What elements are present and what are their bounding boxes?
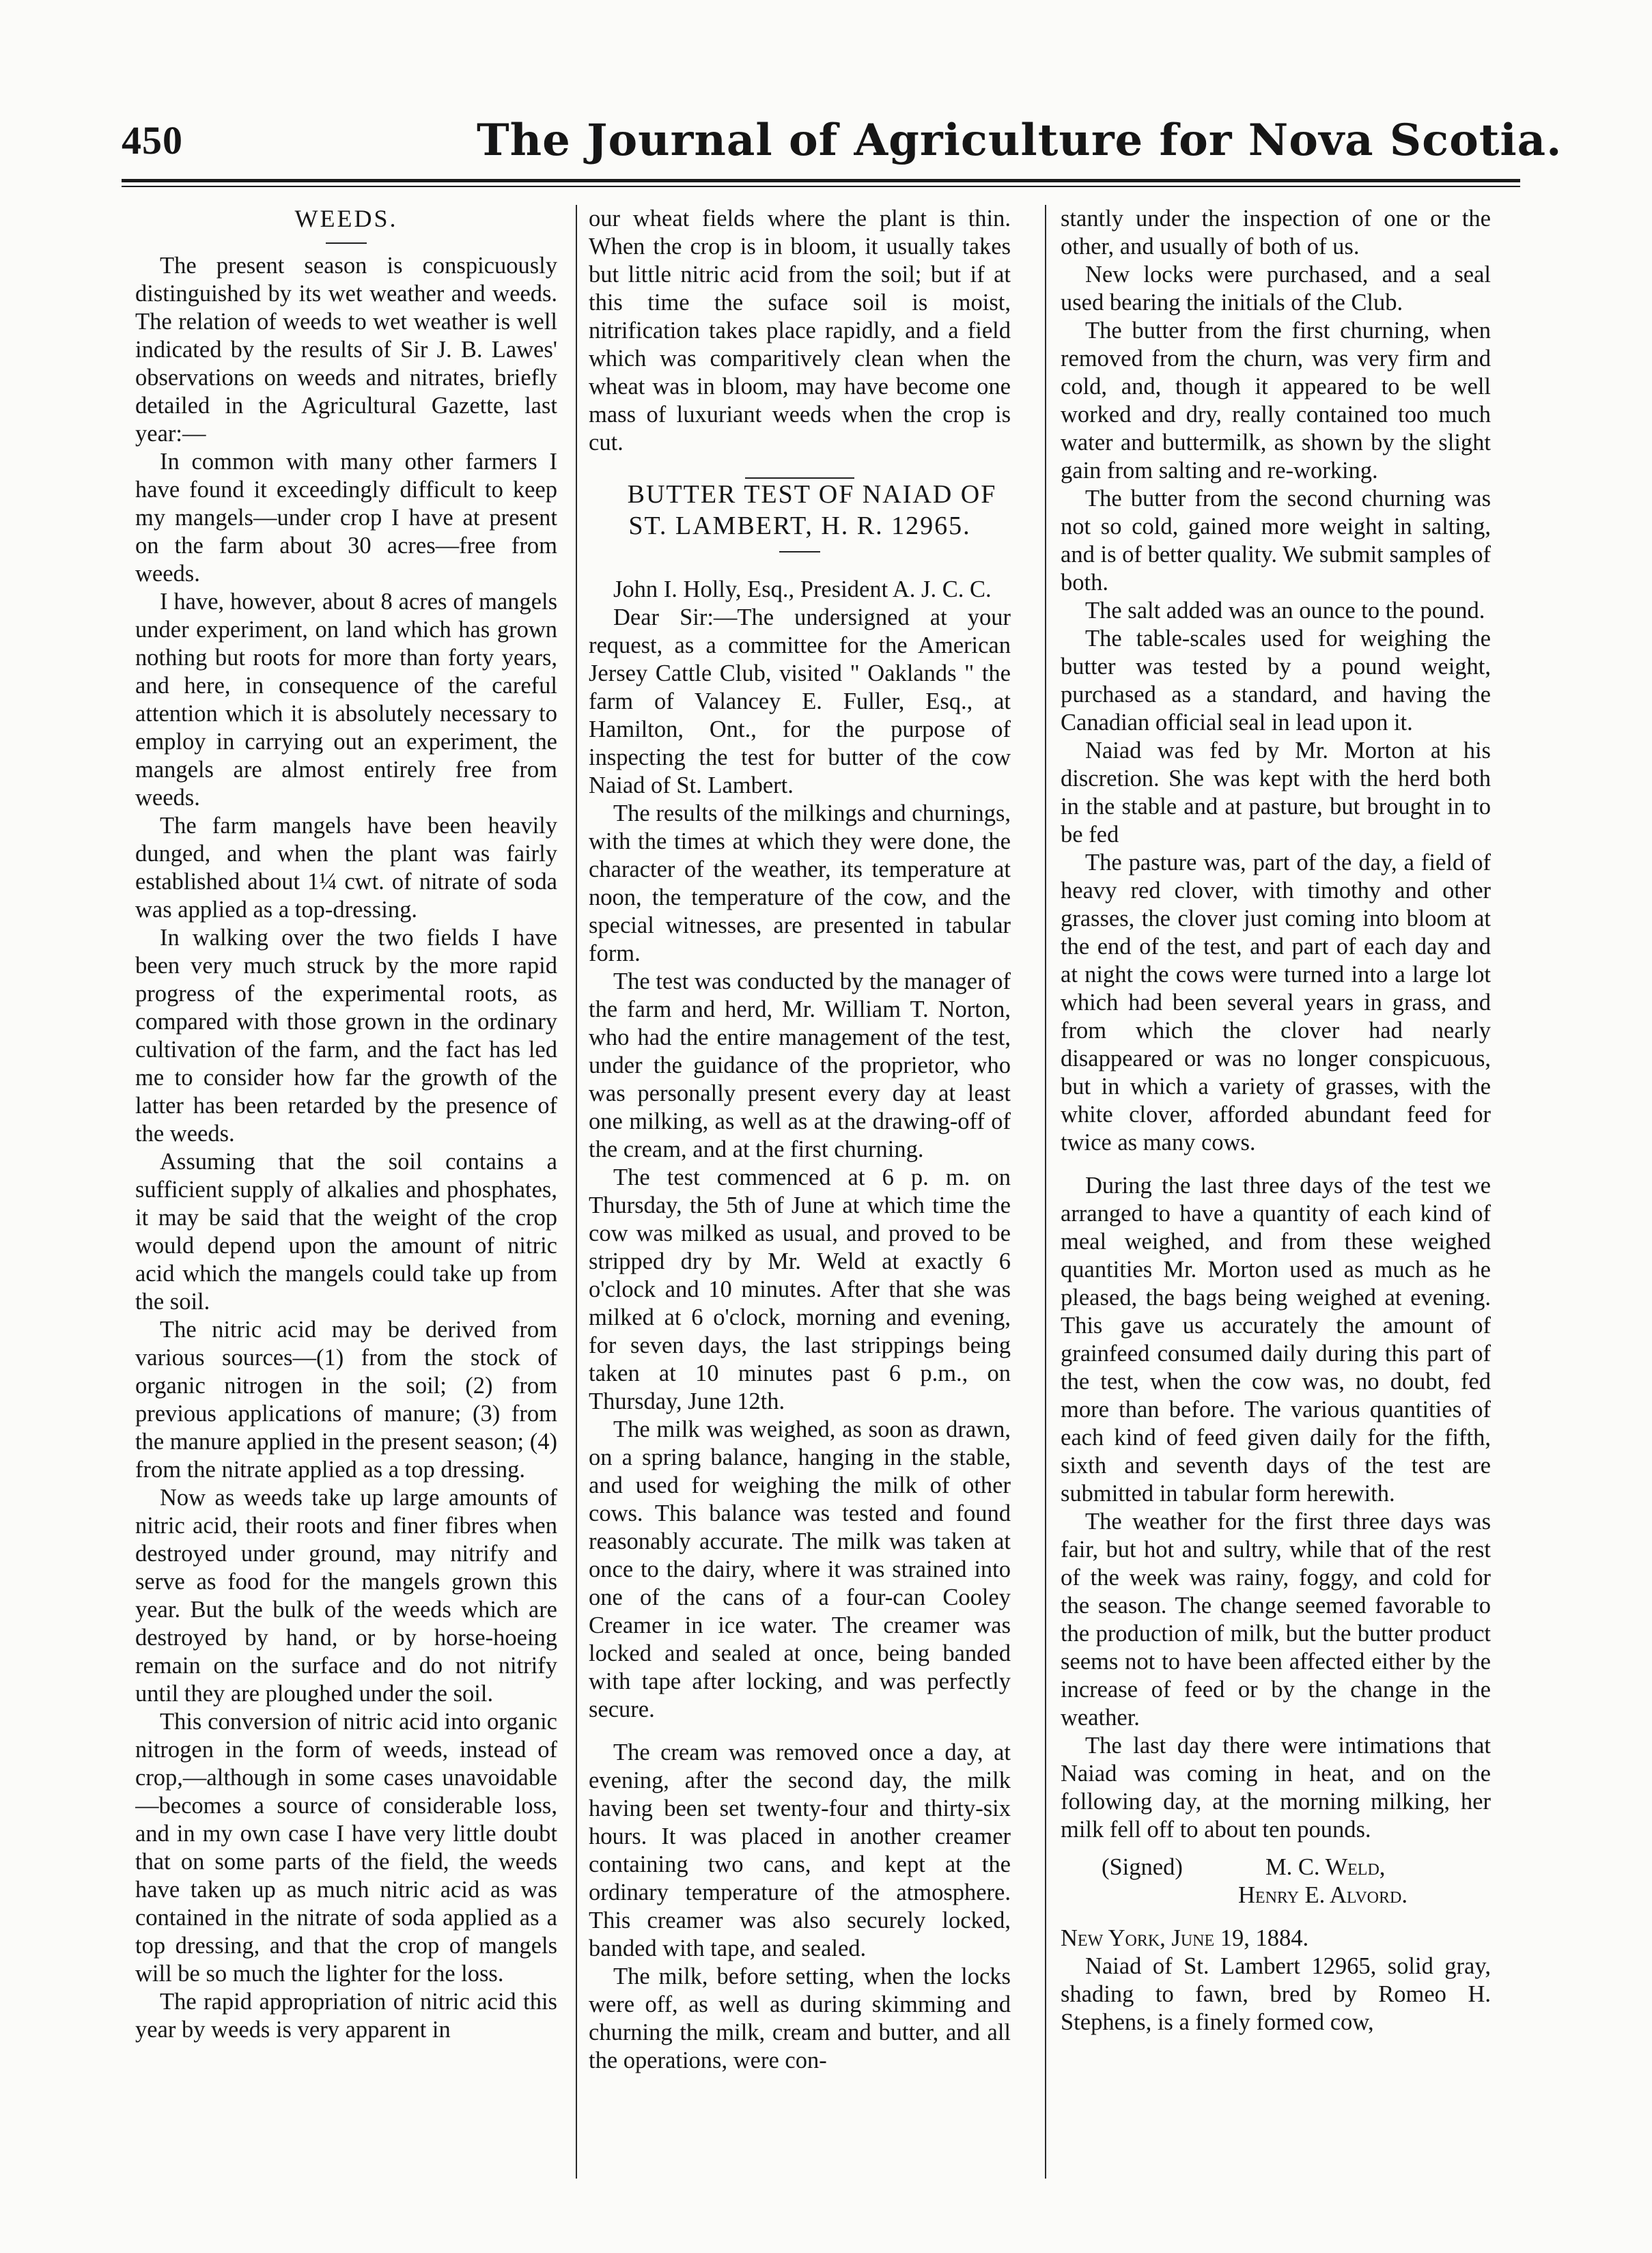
butter-paragraph: Dear Sir:—The undersigned at your request, as a committee for the American Jersey Cattle Club, visited " Oaklands " the farm of Valancey E. Fuller, Esq., at Hamilton, Ont., for the purpose of inspecting the test for butter of the cow Naiad of St. Lambert. [589,604,1011,798]
weeds-paragraph: The nitric acid may be derived from various sources—(1) from the stock of organic nitrogen in the soil; (2) from previous applications of manure; (3) from the manure applied in the present season; (4) from the nitrate applied as a top dressing. [135,1317,557,1483]
signer-2: Henry E. Alvord. [1238,1882,1408,1908]
weeds-paragraph: The farm mangels have been heavily dunged, and when the plant was fairly established about 1¼ cwt. of nitrate of soda was applied as a top-dressing. [135,813,557,923]
butter-paragraph: The results of the milkings and churnings, with the times at which they were done, the character of the weather, its temperature at noon, the temperature of the cow, and the special witnesses, are presented in tabular form. [589,800,1011,966]
page-header [122,115,1563,169]
column-1 [135,205,557,2226]
butter-paragraph: The milk, before setting, when the locks were off, as well as during skimming and churning the milk, cream and butter, and all the operations, were con- [589,1963,1011,2073]
weeds-paragraph: This conversion of nitric acid into organic nitrogen in the form of weeds, instead of crop,—although in some cases unavoidable—becomes a source of considerable loss, and in my own case I have very little doubt that on some parts of the field, the weeds have taken up as much nitric acid as was contained in the nitrate of soda applied as a top dressing, and that the crop of mangels will be so much the lighter for the loss. [135,1709,557,1987]
dateline: New York, June 19, 1884. [1061,1925,1309,1951]
weeds-heading: WEEDS. [294,205,398,232]
weeds-paragraph: In walking over the two fields I have been very much struck by the more rapid progress of the experimental roots, as compared with those grown in the ordinary cultivation of the farm, and the fact has led me to consider how far the growth of the latter has been retarded by the presence of the weeds. [135,925,557,1147]
butter-paragraph: The weather for the first three days was fair, but hot and sultry, while that of the rest of the week was rainy, foggy, and cold for the season. The change seemed favorable to the production of milk, but the butter product seems not to have been affected either by the increase of feed or by the change in the weather. [1061,1509,1491,1731]
butter-paragraph: The butter from the first churning, when removed from the churn, was very firm and cold, and, though it appeared to be well worked and dry, really contained too much water and buttermilk, as shown by the slight gain from salting and re-working. [1061,318,1491,484]
addressee: John I. Holly, Esq., President A. J. C. C. [613,576,992,602]
signer-names [1231,1853,1491,1909]
signature-block [1061,1853,1491,1909]
column-rule-left [576,205,577,2179]
weeds-continuation: our wheat fields where the plant is thin. When the crop is in bloom, it usually takes but little nitric acid from the soil; but if at this time the suface soil is moist, nitrification takes place rapidly, and a field which was comparitively clean when the wheat was in bloom, may have become one mass of luxuriant weeds when the crop is cut. [589,206,1011,456]
weeds-paragraph: The present season is conspicuously distinguished by its wet weather and weeds. The relation of weeds to wet weather is well indicated by the results of Sir J. B. Lawes' observations on weeds and nitrates, briefly detailed in the Agricultural Gazette, last year:— [135,253,557,447]
butter-paragraph: The pasture was, part of the day, a field of heavy red clover, with timothy and other grasses, the clover just coming into bloom at the end of the test, and part of each day and at night the cows were turned into a large lot which had been several years in grass, and from which the clover had nearly disappeared or was no longer conspicuous, but in which a variety of grasses, with the white clover, afforded abundant feed for twice as many cows. [1061,850,1491,1156]
butter-paragraph: Naiad was fed by Mr. Morton at his discretion. She was kept with the herd both in the stable and at pasture, but brought in to be fed [1061,738,1491,848]
column-3 [1061,205,1491,2226]
butter-paragraph: The cream was removed once a day, at evening, after the second day, the milk having been set twenty-four and thirty-six hours. It was placed in another creamer containing two cans, and kept at the ordinary temperature of the atmosphere. This creamer was also securely locked, banded with tape, and sealed. [589,1739,1011,1961]
butter-paragraph: The test was conducted by the manager of the farm and herd, Mr. William T. Norton, who had the entire management of the test, under the guidance of the proprietor, who was personally present every day at least one milking, as well as at the drawing-off of the cream, and at the first churning. [589,968,1011,1162]
title-dash [779,551,820,552]
column-rule-right [1045,205,1046,2179]
journal-title: The Journal of Agriculture for Nova Scotia. [477,115,1563,166]
weeds-paragraph: The rapid appropriation of nitric acid this year by weeds is very apparent in [135,1989,557,2043]
heading-dash [326,242,367,244]
signed-label: (Signed) [1102,1854,1183,1880]
weeds-paragraph: Now as weeds take up large amounts of nitric acid, their roots and finer fibres when destroyed under ground, may nitrify and serve as food for the mangels grown this year. But the bulk of the weeds which are destroyed by hand, or by horse-hoeing remain on the surface and do not nitrify until they are ploughed under the soil. [135,1485,557,1707]
butter-paragraph: stantly under the inspection of one or the other, and usually of both of us. [1061,206,1491,260]
butter-paragraph: The butter from the second churning was not so cold, gained more weight in salting, and is of better quality. We submit samples of both. [1061,486,1491,596]
weeds-paragraph: Assuming that the soil contains a sufficient supply of alkalies and phosphates, it may be said that the weight of the crop would depend upon the amount of nitric acid which the mangels could take up from the soil. [135,1149,557,1315]
butter-paragraph: The salt added was an ounce to the pound. [1085,598,1485,624]
weeds-paragraph: I have, however, about 8 acres of mangels under experiment, on land which has grown nothing but roots for more than forty years, and here, in consequence of the careful attention which it is absolutely necessary to employ in carrying out an experiment, the mangels are almost entirely free from weeds. [135,589,557,811]
butter-paragraph: The milk was weighed, as soon as drawn, on a spring balance, hanging in the stable, and used for weighing the milk of other cows. This balance was tested and found reasonably accurate. The milk was taken at once to the dairy, where it was strained into one of the cans of a four-can Cooley Creamer in ice water. The creamer was locked and sealed at once, being banded with tape after locking, and was perfectly secure. [589,1416,1011,1722]
column-2 [589,205,1011,2226]
butter-paragraph: The test commenced at 6 p. m. on Thursday, the 5th of June at which time the cow was milked as usual, and proved to be stripped dry by Mr. Weld at exactly 6 o'clock and 10 minutes. After that she was milked at 6 o'clock, morning and evening, for seven days, the last strippings being taken at 10 minutes past 6 p.m., on Thursday, June 12th. [589,1164,1011,1414]
butter-paragraph: The last day there were intimations that Naiad was coming in heat, and on the following day, at the morning milking, her milk fell off to about ten pounds. [1061,1733,1491,1843]
signer-1: M. C. Weld, [1265,1854,1386,1880]
butter-paragraph: Naiad of St. Lambert 12965, solid gray, shading to fawn, bred by Romeo H. Stephens, is a finely formed cow, [1061,1953,1491,2035]
butter-test-title: BUTTER TEST OF NAIAD OF ST. LAMBERT, H. R. 12965. [627,480,997,540]
header-rule [122,179,1520,182]
butter-paragraph: New locks were purchased, and a seal used bearing the initials of the Club. [1061,262,1491,316]
butter-paragraph: During the last three days of the test we arranged to have a quantity of each kind of meal weighed, and from these weighed quantities Mr. Morton used as much as he pleased, the bags being weighed at evening. This gave us accurately the amount of grainfeed consumed daily during this part of the test, when the cow was, no doubt, fed more than before. The various quantities of each kind of feed given daily for the fifth, sixth and seventh days of the test are submitted in tabular form herewith. [1061,1173,1491,1507]
weeds-paragraph: In common with many other farmers I have found it exceedingly difficult to keep my mangels—under crop I have at present on the farm about 30 acres—free from weeds. [135,449,557,587]
header-rule-thin [122,186,1520,187]
page-number: 450 [122,118,183,163]
butter-paragraph: The table-scales used for weighing the butter was tested by a pound weight, purchased as a standard, and having the Canadian official seal in lead upon it. [1061,626,1491,736]
